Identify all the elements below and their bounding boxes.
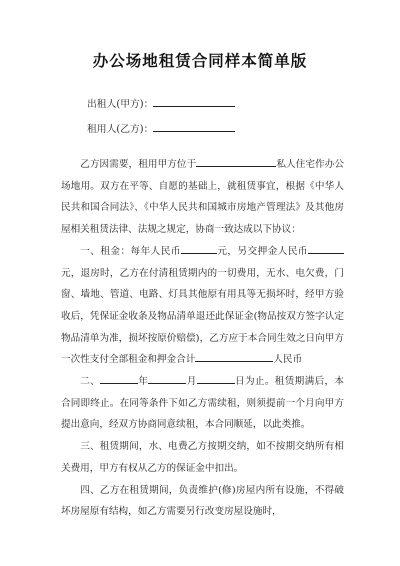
end-month-blank [148, 373, 186, 384]
premises-address-blank [196, 156, 276, 167]
intro-paragraph [61, 154, 344, 241]
party-a-blank [153, 96, 235, 107]
clause-rent-text-3: 元，退房时，乙方在付清租赁期内的一切费用，无水、电欠费，门窗、墙地、管道、电路、灯具其他原有用具等无损坏时，经甲方验收后，凭保证金收条及物品清单退还此保证金(物品按双方签字认定物品清单为准，损坏按原价赔偿)，乙方应于本合同生效之日向甲方一次性支付全部租金和押金合计 [61, 267, 344, 366]
document-title: 办公场地租赁合同样本简单版 [92, 52, 308, 70]
clause-term-text-1: 二、 [80, 376, 101, 388]
clause-maintenance: 四、乙方在租赁期间，负责维护(修)房屋内所有设施，不得破坏房屋原有结构，如乙方需要另行改变房屋设施时， [61, 484, 344, 518]
party-a-label: 出租人(甲方)： [87, 99, 154, 110]
clause-rent-text-1: 一、租金：每年人民币 [80, 245, 181, 257]
clause-rent-text-4: 人民币 [273, 354, 303, 366]
clause-term-text-2: 年 [138, 376, 149, 388]
annual-rent-blank [181, 243, 217, 254]
clause-utilities: 三、租赁期间，水、电费乙方按期交纳，如不按期交纳所有相关费用，甲方有权从乙方的保证金中扣出。 [61, 441, 344, 474]
clause-rent [61, 241, 344, 371]
party-b-label: 租用人(乙方)： [87, 124, 154, 135]
clause-term-text-3: 月 [186, 376, 197, 388]
party-b-line [87, 121, 235, 137]
party-b-blank [153, 121, 235, 132]
clause-term [61, 371, 344, 436]
clause-term-text-4: 日为止。租赁期满后，本合同即终止。在同等条件下如乙方需续租，则须提前一个月向甲方提出意向，经双方协商同意续租，本合同顺延，以此类推。 [61, 376, 345, 431]
end-day-blank [197, 373, 235, 384]
end-year-blank [100, 373, 138, 384]
contract-body [61, 154, 344, 523]
total-amount-blank [195, 351, 273, 362]
deposit-blank [308, 243, 344, 254]
clause-rent-text-2: 元，另交押金人民币 [216, 245, 308, 257]
party-a-line [87, 96, 235, 112]
intro-text-before: 乙方因需要，租用甲方位于 [80, 159, 197, 170]
intro-text-after: 私人住宅作办公场地用。双方在平等、自愿的基础上，就租赁事宜，根据《中华人民共和国合同法》、《中华人民共和国城市房地产管理法》及其他房屋相关租赁法律、法规之规定，协商一致达成以下协议： [61, 159, 345, 236]
